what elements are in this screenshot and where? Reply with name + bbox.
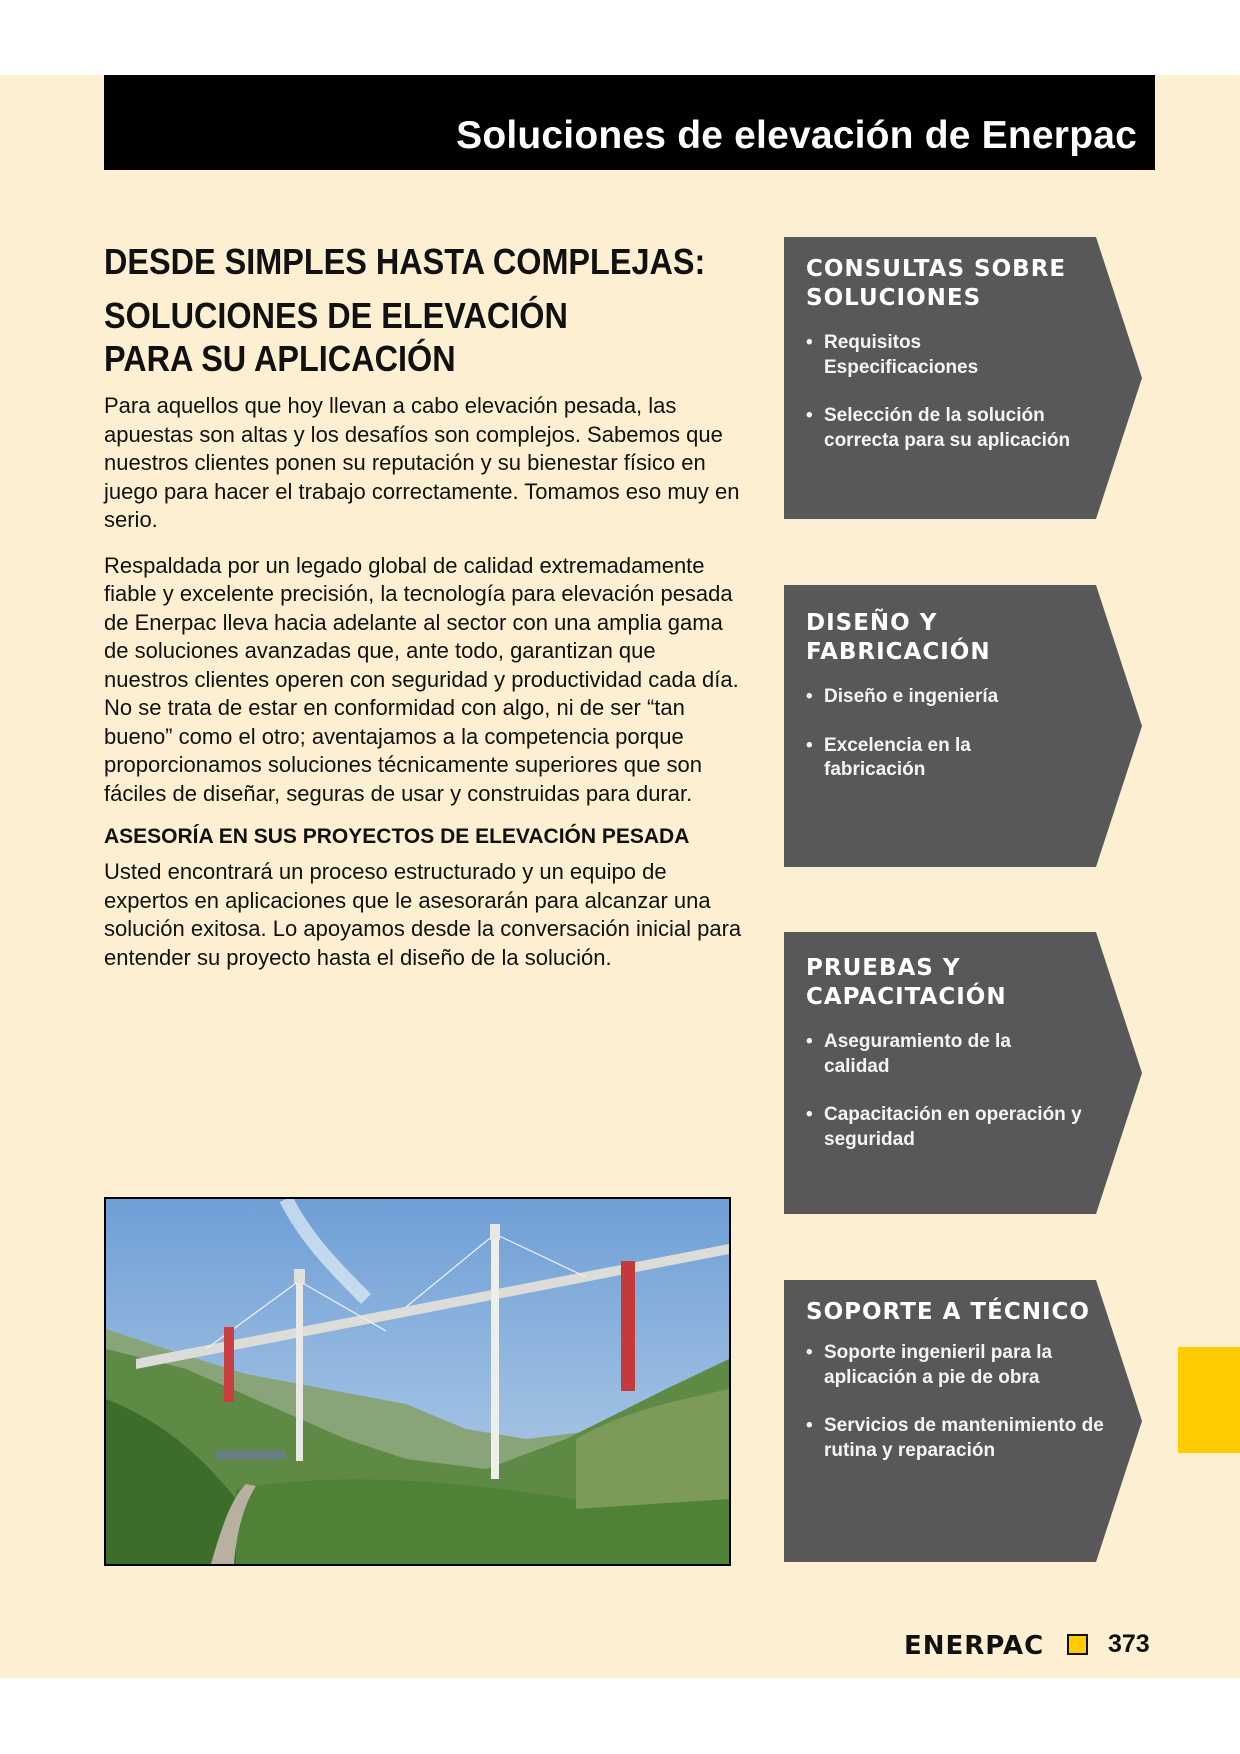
headline-2: SOLUCIONES DE ELEVACIÓN PARA SU APLICACIÓN xyxy=(104,295,568,379)
paragraph-3: Usted encontrará un proceso estructurado y un equipo de expertos en aplicaciones que le asesorarán para alcanzar una solución exitosa. Lo apoyamos desde la conversación inicial para entender su proyecto hasta el diseño de la solución. xyxy=(104,859,742,970)
panel-diseno xyxy=(784,585,1142,867)
paragraph-2: Respaldada por un legado global de calidad extremadamente fiable y excelente precisión, la tecnología para elevación pesada de Enerpac lleva hacia adelante al sector con una amplia gama de soluciones avanzadas que, ante todo, garantizan que nuestros clientes operen con seguridad y productividad cada día. No se trata de estar en conformidad con algo, ni de ser “tan bueno” como el otro; aventajamos a la competencia porque proporcionamos soluciones técnicamente superiores que son fáciles de diseñar, seguras de usar y construidas para durar. xyxy=(104,552,739,806)
paragraph-1: Para aquellos que hoy llevan a cabo elevación pesada, las apuestas son altas y los desafíos son complejos. Sabemos que nuestros clientes ponen su reputación y su bienestar físico en juego para hacer el trabajo correctamente. Tomamos eso muy en serio. xyxy=(104,393,740,532)
panel-title: CONSULTAS SOBRE SOLUCIONES xyxy=(806,256,1067,311)
bridge-photo xyxy=(104,1197,731,1566)
panel-title: SOPORTE A TÉCNICO xyxy=(806,1299,1090,1325)
list-item: • Servicios de mantenimiento de rutina y reparación xyxy=(806,1414,1106,1463)
panel-consultas xyxy=(784,237,1142,519)
list-item: • Soporte ingenieril para la aplicación a pie de obra xyxy=(806,1341,1106,1390)
section-tab xyxy=(1178,1347,1240,1453)
main-column xyxy=(104,240,744,972)
headline-1: DESDE SIMPLES HASTA COMPLEJAS: xyxy=(104,241,706,282)
panel-pruebas xyxy=(784,932,1142,1214)
panel-title: PRUEBAS Y CAPACITACIÓN xyxy=(806,955,1007,1010)
list-item: • Diseño e ingeniería xyxy=(806,685,1106,710)
section-subheading: ASESORÍA EN SUS PROYECTOS DE ELEVACIÓN PESADA xyxy=(104,825,690,848)
panel-title: DISEÑO Y FABRICACIÓN xyxy=(806,610,991,665)
list-item: • Capacitación en operación y seguridad xyxy=(806,1103,1106,1152)
list-item: • Selección de la solución correcta para su aplicación xyxy=(806,404,1106,453)
panel-soporte xyxy=(784,1280,1142,1562)
page-title: Soluciones de elevación de Enerpac xyxy=(456,114,1137,157)
page-number: 373 xyxy=(1108,1630,1150,1658)
logo-mark-icon xyxy=(1067,1634,1088,1655)
brand-logo: ENERPAC xyxy=(904,1631,1045,1661)
list-item: • Aseguramiento de la calidad xyxy=(806,1030,1024,1079)
list-item: • Requisitos Especificaciones xyxy=(806,331,994,380)
header-bar xyxy=(104,75,1155,170)
list-item: • Excelencia en la fabricación xyxy=(806,734,994,783)
